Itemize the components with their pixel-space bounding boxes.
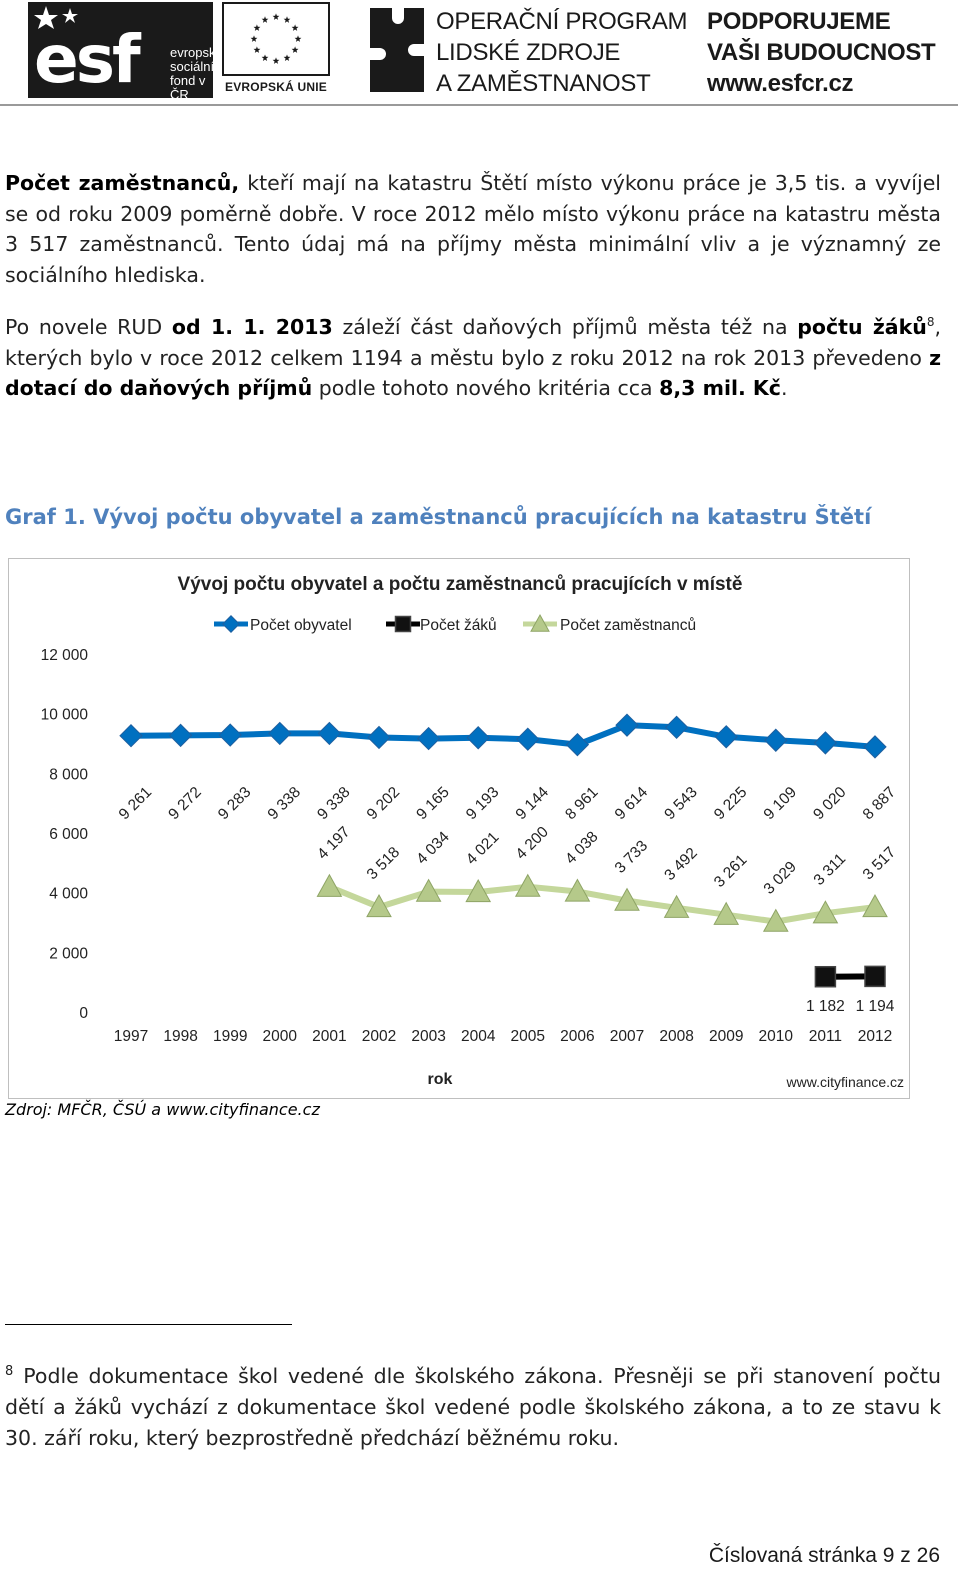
legend-label: Počet zaměstnanců bbox=[560, 617, 697, 634]
eu-flag-icon bbox=[222, 2, 330, 76]
esf-website: www.esfcr.cz bbox=[707, 70, 854, 97]
data-label: 3 733 bbox=[611, 837, 652, 877]
data-label: 4 021 bbox=[462, 828, 503, 869]
data-label: 8 887 bbox=[859, 783, 900, 824]
data-label: 3 517 bbox=[859, 843, 900, 884]
legend-marker bbox=[396, 617, 411, 632]
figure-caption: Graf 1. Vývoj počtu obyvatel a zaměstnanců pracujících na katastru Štětí bbox=[5, 505, 872, 529]
data-label: 3 261 bbox=[710, 851, 751, 891]
footnote-reference[interactable]: 8 bbox=[926, 315, 935, 330]
data-point bbox=[317, 875, 341, 897]
esf-sub-line: sociální bbox=[170, 59, 215, 74]
y-tick-label: 8 000 bbox=[49, 766, 88, 784]
data-point bbox=[219, 724, 241, 746]
x-tick-label: 2010 bbox=[758, 1028, 794, 1045]
esf-logo bbox=[28, 2, 223, 102]
data-label: 1 182 bbox=[806, 998, 845, 1015]
x-tick-label: 2003 bbox=[411, 1028, 446, 1045]
emphasis: z dotací do daňových příjmů bbox=[5, 345, 941, 401]
slogan-line: PODPORUJEME bbox=[707, 8, 891, 35]
paragraph-text: kteří mají na katastru Štětí místo výkonu práce je 3,5 tis. a vyvíjel se od roku 2009 poměrně dobře. V roce 2012 mělo místo výkonu práce na katastru města 3 517 zaměstnanců. Tento údaj má na příjmy města minimální vliv a je významný ze sociálního hlediska. bbox=[5, 171, 942, 288]
data-point bbox=[715, 726, 737, 748]
op-line: OPERAČNÍ PROGRAM bbox=[436, 8, 688, 35]
source-note: Zdroj: MFČR, ČSÚ a www.cityfinance.cz bbox=[5, 1100, 320, 1119]
data-label: 3 492 bbox=[661, 844, 701, 885]
data-label: 9 225 bbox=[710, 783, 751, 824]
eu-star-icon bbox=[262, 55, 269, 62]
paragraph-text: . bbox=[780, 376, 788, 401]
data-label: 9 144 bbox=[512, 783, 553, 824]
series-line bbox=[131, 725, 875, 747]
paragraph-text: Po novele RUD bbox=[5, 315, 172, 339]
x-tick-label: 1997 bbox=[113, 1028, 149, 1045]
chart-title: Vývoj počtu obyvatel a počtu zaměstnanců pracujících v místě bbox=[177, 574, 743, 595]
data-point bbox=[814, 732, 836, 754]
data-label: 1 194 bbox=[855, 998, 895, 1015]
data-point bbox=[120, 725, 142, 747]
eu-star-icon bbox=[284, 16, 291, 23]
y-tick-label: 4 000 bbox=[49, 885, 88, 903]
data-label: 9 165 bbox=[413, 783, 453, 824]
chart-area bbox=[8, 558, 910, 1099]
eu-star-icon bbox=[273, 57, 280, 64]
esf-sub-line: evropský bbox=[170, 45, 223, 60]
paragraph-text: , kterých bylo v roce 2012 celkem 1194 a městu bylo z roku 2012 na rok 2013 převedeno bbox=[5, 315, 942, 370]
x-tick-label: 2011 bbox=[808, 1028, 843, 1045]
footnote-mark: 8 bbox=[5, 1364, 14, 1380]
esf-subtitle bbox=[170, 46, 222, 102]
data-point bbox=[765, 729, 787, 751]
data-label: 9 338 bbox=[264, 783, 305, 824]
support-slogan bbox=[707, 6, 935, 99]
eu-star-icon bbox=[292, 46, 299, 53]
data-point bbox=[318, 722, 340, 744]
header-divider bbox=[0, 104, 958, 106]
data-label: 9 543 bbox=[661, 783, 701, 824]
esf-sub-line: fond v ČR bbox=[170, 73, 206, 102]
data-label: 9 020 bbox=[810, 783, 850, 824]
data-label: 9 338 bbox=[314, 783, 354, 824]
legend-label: Počet obyvatel bbox=[250, 617, 352, 634]
eu-star-icon bbox=[273, 13, 280, 20]
paragraph-employees bbox=[5, 168, 941, 291]
data-point bbox=[418, 728, 440, 750]
esf-logo-text: esf bbox=[34, 21, 138, 98]
data-point bbox=[170, 724, 192, 746]
data-label: 9 202 bbox=[363, 783, 404, 824]
data-point bbox=[666, 716, 688, 738]
series-line bbox=[329, 887, 875, 922]
data-point bbox=[368, 726, 390, 748]
eu-star-icon bbox=[262, 16, 269, 23]
data-point bbox=[815, 967, 835, 987]
paragraph-pupils bbox=[5, 312, 941, 404]
data-point bbox=[616, 714, 638, 736]
chart-watermark: www.cityfinance.cz bbox=[786, 1074, 904, 1090]
data-point bbox=[864, 736, 886, 758]
y-tick-label: 12 000 bbox=[40, 647, 88, 664]
x-tick-label: 2012 bbox=[857, 1028, 893, 1045]
data-label: 4 200 bbox=[512, 823, 553, 863]
data-label: 4 197 bbox=[314, 823, 354, 863]
paragraph-text: záleží část daňových příjmů města též na bbox=[332, 315, 798, 339]
slogan-line: VAŠI BUDOUCNOST bbox=[707, 39, 936, 66]
data-label: 4 034 bbox=[413, 828, 453, 868]
op-line: A ZAMĚSTNANOST bbox=[436, 70, 651, 97]
data-label: 4 038 bbox=[562, 828, 602, 868]
data-label: 3 311 bbox=[810, 850, 850, 890]
data-label: 9 272 bbox=[165, 783, 205, 824]
data-point bbox=[467, 727, 489, 749]
emphasis: 8,3 mil. Kč bbox=[659, 376, 781, 401]
x-tick-label: 2008 bbox=[659, 1028, 694, 1045]
x-tick-label: 2001 bbox=[312, 1028, 347, 1045]
data-point bbox=[517, 728, 539, 750]
paragraph-text: podle tohoto nového kritéria cca bbox=[312, 376, 660, 401]
legend-marker bbox=[223, 616, 240, 633]
eu-star-icon bbox=[284, 55, 291, 62]
data-label: 8 961 bbox=[562, 783, 602, 824]
op-line: LIDSKÉ ZDROJE bbox=[436, 39, 621, 66]
eu-star-icon bbox=[254, 24, 261, 31]
data-label: 9 193 bbox=[462, 783, 503, 824]
eu-star-icon bbox=[292, 24, 299, 31]
x-tick-label: 2004 bbox=[460, 1028, 496, 1045]
x-tick-label: 1998 bbox=[163, 1028, 198, 1045]
emphasis: počtu žáků bbox=[797, 315, 927, 339]
data-label: 9 283 bbox=[214, 783, 255, 824]
eu-star-icon bbox=[251, 35, 258, 42]
y-tick-label: 6 000 bbox=[49, 826, 88, 843]
op-program-title bbox=[436, 6, 687, 99]
x-tick-label: 2009 bbox=[708, 1028, 744, 1045]
x-tick-label: 2000 bbox=[262, 1028, 298, 1045]
data-point bbox=[269, 722, 291, 744]
data-label: 9 614 bbox=[611, 783, 652, 824]
emphasis: od 1. 1. 2013 bbox=[171, 315, 333, 339]
eu-star-icon bbox=[295, 35, 302, 42]
x-tick-label: 1999 bbox=[212, 1028, 248, 1045]
y-tick-label: 0 bbox=[79, 1005, 88, 1022]
x-tick-label: 2005 bbox=[510, 1028, 546, 1045]
x-tick-label: 2006 bbox=[560, 1028, 595, 1045]
x-tick-label: 2007 bbox=[609, 1028, 645, 1045]
footnote bbox=[5, 1361, 941, 1454]
data-point bbox=[865, 966, 885, 986]
y-tick-label: 10 000 bbox=[40, 706, 88, 724]
page-number: Číslovaná stránka 9 z 26 bbox=[708, 1544, 940, 1567]
x-tick-label: 2002 bbox=[361, 1028, 397, 1045]
eu-logo bbox=[222, 2, 330, 98]
y-tick-label: 2 000 bbox=[49, 945, 88, 963]
line-chart bbox=[9, 559, 911, 1100]
footnote-text: Podle dokumentace škol vedené dle školského zákona. Přesněji se při stanovení počtu dětí a žáků vychází z dokumentace škol vedené podle školského zákona, a to ze stavu k 30. září roku, který bezprostředně předchází běžnému roku. bbox=[5, 1364, 941, 1450]
data-label: 9 109 bbox=[760, 783, 801, 824]
data-label: 3 518 bbox=[363, 843, 404, 884]
legend-label: Počet žáků bbox=[420, 617, 497, 634]
data-label: 9 261 bbox=[115, 783, 156, 824]
emphasis: Počet zaměstnanců, bbox=[5, 171, 240, 195]
x-axis-label: rok bbox=[427, 1071, 453, 1088]
eu-label: EVROPSKÁ UNIE bbox=[225, 80, 327, 94]
footnote-divider bbox=[5, 1324, 292, 1325]
header-banner bbox=[0, 0, 960, 110]
puzzle-icon bbox=[366, 4, 428, 96]
data-label: 3 029 bbox=[760, 858, 801, 898]
data-point bbox=[566, 734, 588, 756]
eu-star-icon bbox=[254, 46, 261, 53]
